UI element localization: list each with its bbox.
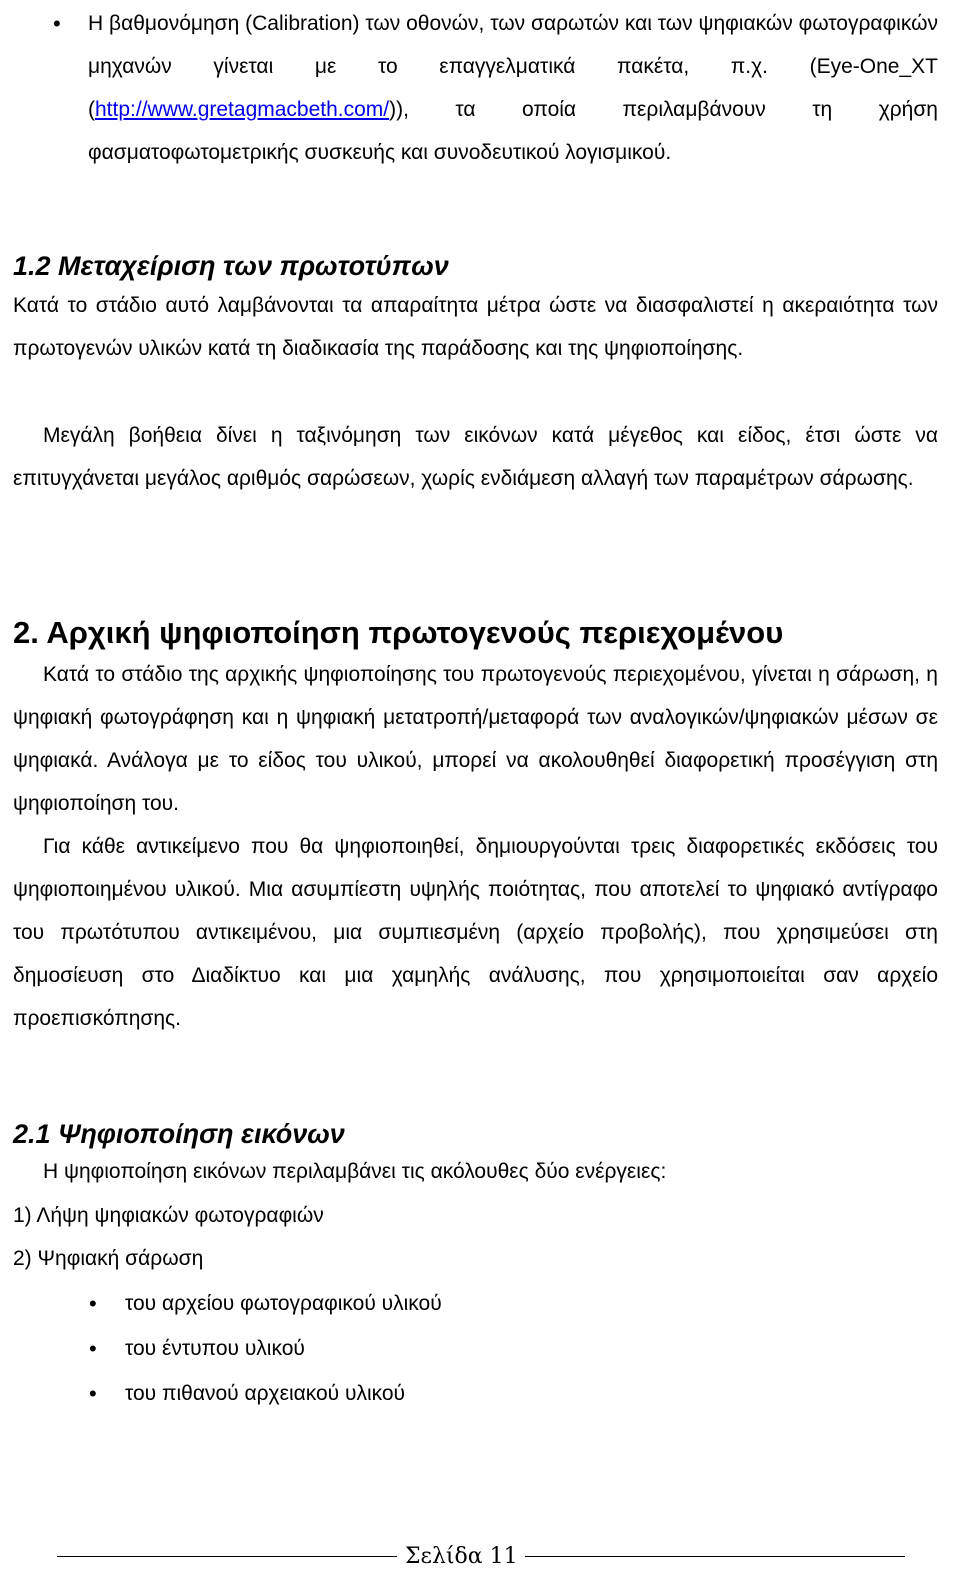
footer-rule-left — [57, 1556, 397, 1557]
list-item-text: του αρχείου φωτογραφικού υλικού — [125, 1292, 442, 1315]
list-item-text: του πιθανού αρχειακού υλικού — [125, 1382, 406, 1405]
intro-text-before-link: Η βαθμονόμηση (Calibration) των οθονών, των σαρωτών και των ψηφιακών φωτογραφικών μηχανών γίνεται με το επαγγελματικά πακέτα, π.χ. (Eye-One_XT ( — [88, 12, 938, 121]
footer-rule-right — [525, 1556, 905, 1557]
step-item: 1) Λήψη ψηφιακών φωτογραφιών — [13, 1204, 324, 1227]
list-item-text: του έντυπου υλικού — [125, 1337, 305, 1360]
section-1-2-paragraph-2: Μεγάλη βοήθεια δίνει η ταξινόμηση των εικόνων κατά μέγεθος και είδος, έτσι ώστε να επιτυγχάνεται μεγάλος αριθμός σαρώσεων, χωρίς ενδιάμεση αλλαγή των παραμέτρων σάρωσης. — [13, 424, 938, 490]
section-1-2-paragraph-1: Κατά το στάδιο αυτό λαμβάνονται τα απαραίτητα μέτρα ώστε να διασφαλιστεί η ακεραιότητα των πρωτογενών υλικών κατά τη διαδικασία της παράδοσης και της ψηφιοποίησης. — [13, 294, 938, 360]
step-item: 2) Ψηφιακή σάρωση — [13, 1247, 204, 1270]
intro-bullet-text — [88, 2, 938, 174]
bullet-icon: • — [53, 11, 61, 36]
section-2-paragraph-2: Για κάθε αντικείμενο που θα ψηφιοποιηθεί, δημιουργούνται τρεις διαφορετικές εκδόσεις του ψηφιοποιημένου υλικού. Μια ασυμπίεστη υψηλής ποιότητας, που αποτελεί το ψηφιακό αντίγραφο του πρωτότυπου αντικειμένου, μια συμπιεσμένη (αρχείο προβολής), που χρησιμεύσει στη δημοσίευση στο Διαδίκτυο και μια χαμηλής ανάλυσης, που χρησιμοποιείται σαν αρχείο προεπισκόπησης. — [13, 835, 938, 1030]
section-2-paragraph-1: Κατά το στάδιο της αρχικής ψηφιοποίησης του πρωτογενούς περιεχομένου, γίνεται η σάρωση, η ψηφιακή φωτογράφηση και η ψηφιακή μετατροπή/μεταφορά των αναλογικών/ψηφιακών μέσων σε ψηφιακά. Ανάλογα με το είδος του υλικού, μπορεί να ακολουθηθεί διαφορετική προσέγγιση στη ψηφιοποίηση του. — [13, 663, 938, 815]
page-number: Σελίδα 11 — [405, 1544, 518, 1569]
page-footer — [0, 1538, 960, 1578]
section-2-heading: 2. Αρχική ψηφιοποίηση πρωτογενούς περιεχομένου — [13, 615, 784, 650]
intro-text-after-link: )), τα οποία περιλαμβάνουν τη χρήση φασματοφωτομετρικής συσκευής και συνοδευτικού λογισμικού. — [88, 98, 938, 164]
gretagmacbeth-link[interactable]: http://www.gretagmacbeth.com/ — [95, 98, 390, 121]
section-2-1-heading: 2.1 Ψηφιοποίηση εικόνων — [13, 1119, 345, 1149]
section-1-2-heading: 1.2 Μεταχείριση των πρωτοτύπων — [13, 251, 449, 281]
bullet-icon: • — [89, 1381, 97, 1406]
section-2-1-intro: Η ψηφιοποίηση εικόνων περιλαμβάνει τις ακόλουθες δύο ενέργειες: — [43, 1160, 667, 1183]
bullet-icon: • — [89, 1291, 97, 1316]
bullet-icon: • — [89, 1336, 97, 1361]
